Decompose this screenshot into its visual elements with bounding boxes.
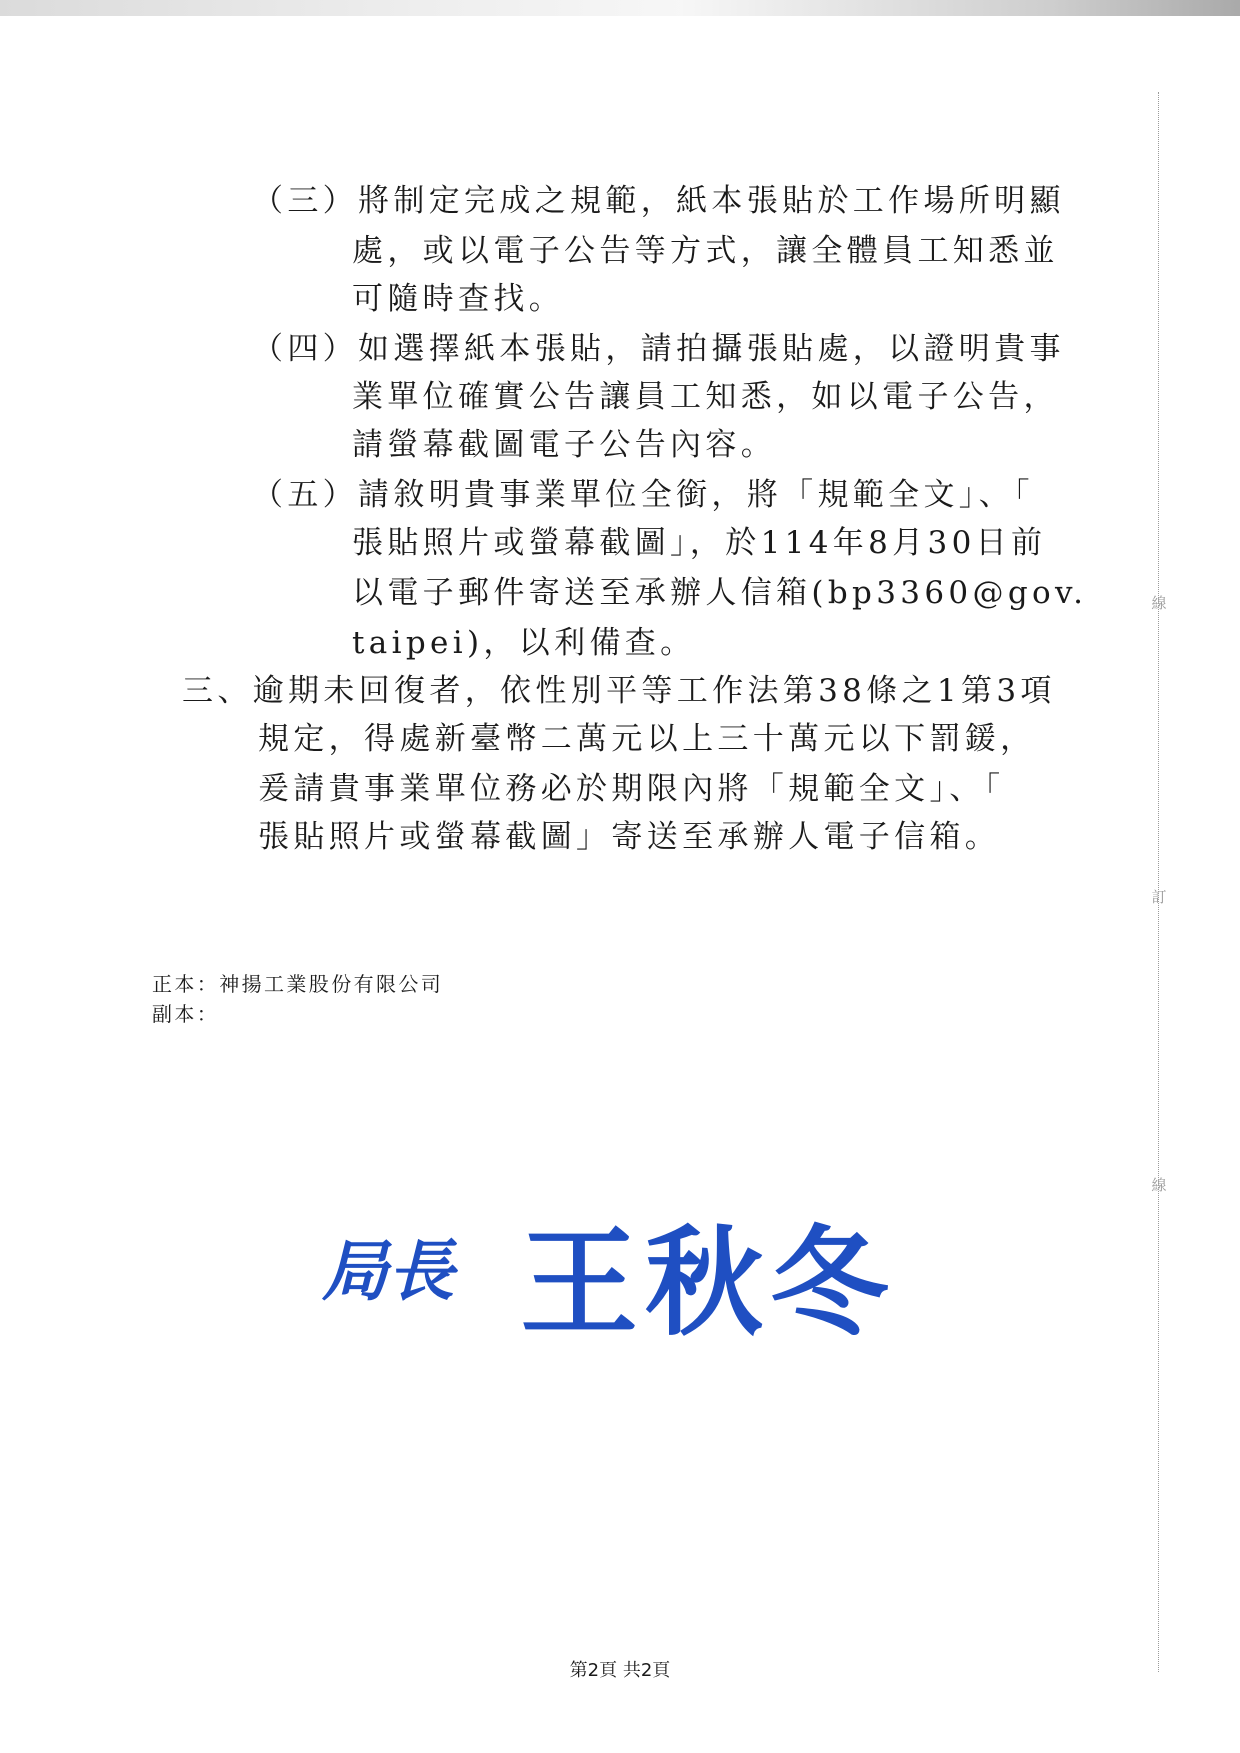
item-three-line-2: 規定，得處新臺幣二萬元以上三十萬元以下罰鍰， <box>258 721 1036 757</box>
item-three-line-1: 三、逾期未回復者，依性別平等工作法第38條之1第3項 <box>182 673 1056 709</box>
binding-mark: 線 <box>1151 594 1167 612</box>
item-5-line-1: （五）請敘明貴事業單位全銜，將「規範全文」、「 <box>252 477 1034 513</box>
item-three-line-4: 張貼照片或螢幕截圖」寄送至承辦人電子信箱。 <box>258 819 1001 855</box>
item-5-line-3: 以電子郵件寄送至承辦人信箱(bp3360@gov. <box>352 575 1088 611</box>
page-footer: 第2頁 共2頁 <box>569 1660 671 1681</box>
item-4-line-3: 請螢幕截圖電子公告內容。 <box>352 427 777 463</box>
item-5-line-2: 張貼照片或螢幕截圖」，於114年8月30日前 <box>352 525 1047 561</box>
scan-edge-shadow <box>0 0 1240 16</box>
item-4-line-1: （四）如選擇紙本張貼，請拍攝張貼處，以證明貴事 <box>252 331 1065 367</box>
binding-line <box>1158 92 1159 1672</box>
item-3-line-3: 可隨時查找。 <box>352 281 565 317</box>
binding-mark: 訂 <box>1151 888 1167 906</box>
copy-recipient: 副本： <box>152 1002 220 1026</box>
item-3-line-2: 處，或以電子公告等方式，讓全體員工知悉並 <box>352 233 1059 269</box>
original-recipient: 正本：神揚工業股份有限公司 <box>152 972 444 996</box>
signature-title: 局長 <box>322 1232 454 1310</box>
item-three-line-3: 爰請貴事業單位務必於期限內將「規範全文」、「 <box>258 771 1005 807</box>
item-5-line-4: taipei)，以利備查。 <box>352 625 696 661</box>
item-3-line-1: （三）將制定完成之規範，紙本張貼於工作場所明顯 <box>252 183 1065 219</box>
signature-name: 王秋冬 <box>520 1213 896 1352</box>
binding-mark: 線 <box>1151 1176 1167 1194</box>
item-4-line-2: 業單位確實公告讓員工知悉，如以電子公告， <box>352 379 1059 415</box>
